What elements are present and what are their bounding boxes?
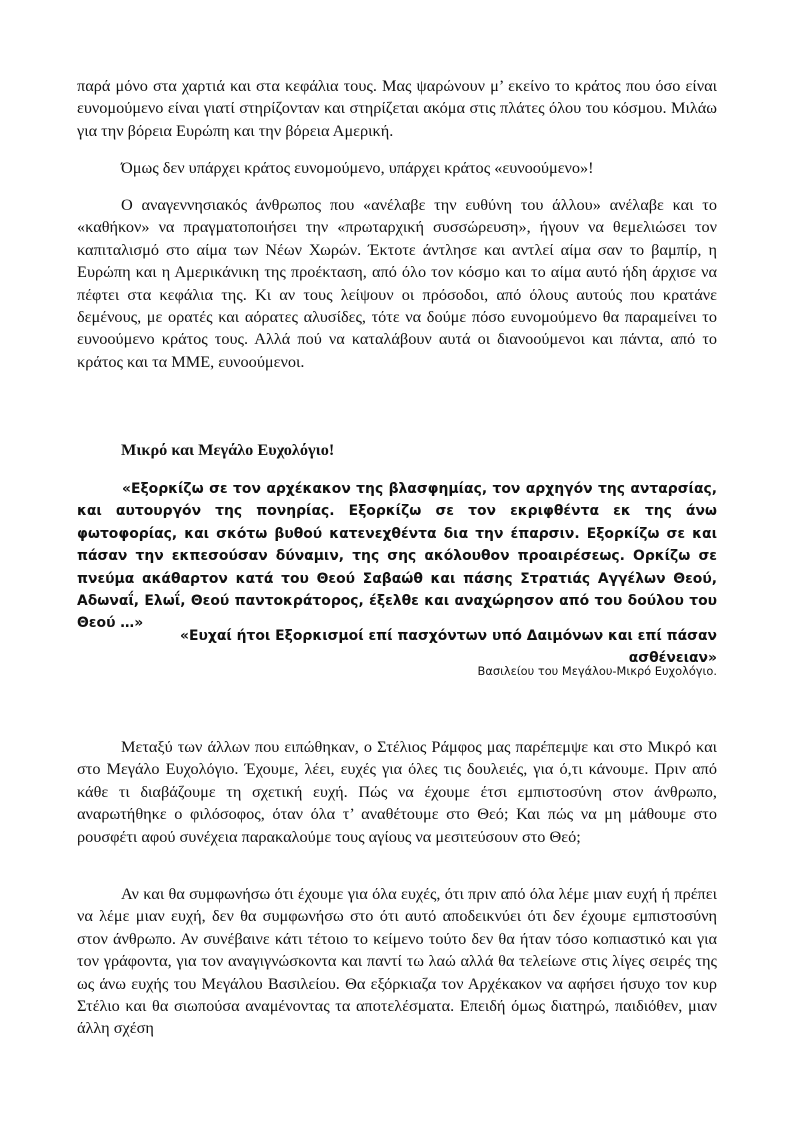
paragraph-states-continuation: παρά μόνο στα χαρτιά και στα κεφάλια τους. Μας ψαρώνουν μ’ εκείνο το κράτος που όσο είναι ευνομούμενο είναι γιατί στηρίζονταν και στηρίζεται ακόμα στις πλάτες όλου του κόσμου. Μιλάω για την βόρεια Ευρώπη και την βόρεια Αμερική. (77, 76, 717, 140)
paragraph-renaissance-man: Ο αναγεννησιακός άνθρωπος που «ανέλαβε την ευθύνη του άλλου» ανέλαβε και το «καθήκον» να πραγματοποιήσει την «πρωταρχική συσσώρευση», ήγουν να θεμελιώσει τον καπιταλισμό στο αίμα των Νέων Χωρών. Έκτοτε άντλησε και αντλεί αίμα σαν το βαμπίρ, η Ευρώπη και η Αμερικάνικη της προέκταση, από όλο τον κόσμο και το αίμα αυτό ήδη άρχισε να πέφτει στα κεφάλια της. Κι αν τους λείψουν οι πρόσοδοι, από όλους αυτούς που κρατάνε δεμένους, με ορατές και αόρατες αλυσίδες, τότε να δούμε πόσο ευνομούμενο θα παραμείνει το ευνοούμενο κράτος τους. Αλλά πού να καταλάβουν αυτά οι διανοούμενοι και πάντα, από το κράτος και τα ΜΜΕ, ευνοούμενοι. (77, 195, 717, 371)
section-heading: Μικρό και Μεγάλο Ευχολόγιο! (121, 440, 335, 459)
quote-source: Βασιλείου του Μεγάλου-Μικρό Ευχολόγιο. (477, 664, 717, 678)
exorcism-quote-title: «Ευχαί ήτοι Εξορκισμοί επί πασχόντων υπό Δαιμόνων και επί πάσαν ασθένειαν» (180, 628, 717, 667)
paragraph-agreement: Αν και θα συμφωνήσω ότι έχουμε για όλα ευχές, ότι πριν από όλα λέμε μιαν ευχή ή πρέπει να λέμε μιαν ευχή, δεν θα συμφωνήσω στο ότι αυτό αποδεικνύει ότι δεν έχουμε εμπιστοσύνη στον άνθρωπο. Αν συνέβαινε κάτι τέτοιο το κείμενο τούτο δεν θα ήταν τόσο κοπιαστικό και για τον γράφοντα, για τον αναγιγνώσκοντα και παντί τω λαώ αλλά θα τελείωνε στις λίγες σειρές της ως άνω ευχής του Μεγάλου Βασιλείου. Θα εξόρκιαζα τον Αρχέκακον να αφήσει ήσυχο τον κυρ Στέλιο και θα σιωπούσα αναμένοντας τα αποτελέσματα. Επειδή όμως διατηρώ, παιδιόθεν, μιαν άλλη σχέση (77, 884, 717, 1038)
paragraph-ramfos: Μεταξύ των άλλων που ειπώθηκαν, ο Στέλιος Ράμφος μας παρέπεμψε και στο Μικρό και στο Μεγάλο Ευχολόγιο. Έχουμε, λέει, ευχές για όλες τις δουλειές, για ό,τι κάνουμε. Πριν από κάθε τι διαβάζουμε τη σχετική ευχή. Πώς να έχουμε έτσι εμπιστοσύνη στον άνθρωπο, αναρωτήθηκε ο φιλόσοφος, όταν όλα τ’ αναθέτουμε στο Θεό; Και πώς να μη μάθουμε στο ρουσφέτι αφού συνέχεια παρακαλούμε τους αγίους να μεσιτεύσουν στο Θεό; (77, 737, 717, 846)
exorcism-quote: «Εξορκίζω σε τον αρχέκακον της βλασφημίας, τον αρχηγόν της ανταρσίας, και αυτουργόν της πονηρίας. Εξορκίζω σε τον εκριφθέντα εκ της άνω φωτοφορίας, και σκότω βυθού κατενεχθέντα δια την έπαρσιν. Εξορκίζω σε και πάσαν την εκπεσούσαν δύναμιν, της σης ακόλουθον προαιρέσεως. Ορκίζω σε πνεύμα ακάθαρτον κατά του Θεού Σαβαώθ και πάσης Στρατιάς Αγγέλων Θεού, Αδωναΐ, Ελωΐ, Θεού παντοκράτορος, έξελθε και αναχώρησον από του δούλου του Θεού …» (77, 481, 717, 632)
paragraph-favoured-state: Όμως δεν υπάρχει κράτος ευνομούμενο, υπάρχει κράτος «ευνοούμενο»! (121, 158, 594, 177)
